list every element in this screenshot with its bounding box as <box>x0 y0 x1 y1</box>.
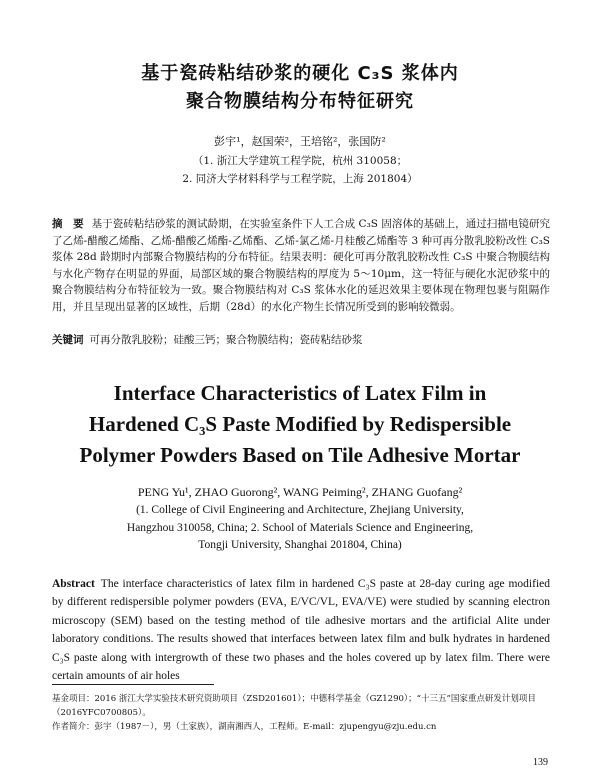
english-title-line-2: Hardened C₃S Paste Modified by Redispersible <box>88 412 512 436</box>
chinese-abstract-text: 基于瓷砖粘结砂浆的测试龄期，在实验室条件下人工合成 C₃S 固溶体的基础上，通过扫描电镜研究了乙烯-醋酸乙烯酯、乙烯-醋酸乙烯酯-乙烯酯、乙烯-氯乙烯-月桂酸乙烯酯等 3 种可再分散乳胶粉改性 C₃S 浆体 28d 龄期时内部聚合物膜结构的分布特征。结果表明：硬化可再分散乳胶粉改性 C₃S 中聚合物膜结构与水化产物存在明显的界面，局部区域的聚合物膜结构的厚度为 5～10μm，这一特征与硬化水泥砂浆中的聚合物膜结构分布特征较为一致。聚合物膜结构对 C₃S 浆体水化的延迟效果主要体现在物理包裹与阻隔作用，并且呈现出显著的区域性，后期（28d）的水化产物生长情况所受到的影响较微弱。 <box>52 218 550 313</box>
english-abstract <box>52 575 550 685</box>
english-abstract-label: Abstract <box>52 578 95 590</box>
chinese-title <box>60 60 540 116</box>
english-affiliation-line-2: Hangzhou 310058, China; 2. School of Materials Science and Engineering, <box>126 521 474 534</box>
chinese-title-line-1: 基于瓷砖粘结砂浆的硬化 C₃S 浆体内 <box>141 63 459 84</box>
chinese-abstract-label: 摘 要 <box>52 218 84 230</box>
chinese-keywords-label: 关键词 <box>52 334 84 346</box>
english-affiliation-line-1: (1. College of Civil Engineering and Architecture, Zhejiang University, <box>136 504 464 516</box>
author-bio-footnote: 作者简介：彭宇（1987－），男（土家族），湖南湘西人，工程师。E-mail：zjupengyu@zju.edu.cn <box>52 722 437 732</box>
english-affiliation <box>40 502 560 555</box>
chinese-affiliation-1: （1. 浙江大学建筑工程学院，杭州 310058； <box>192 155 408 167</box>
chinese-affiliation-2: 2. 同济大学材料科学与工程学院，上海 201804） <box>182 173 418 185</box>
chinese-title-line-2: 聚合物膜结构分布特征研究 <box>186 91 414 112</box>
chinese-keywords <box>52 332 550 348</box>
english-title-line-1: Interface Characteristics of Latex Film in <box>113 381 487 405</box>
english-abstract-text: The interface characteristics of latex film in hardened C₃S paste at 28-day curing age modified by different redispersible polymer powders (EVA, E/VC/VL, EVA/VE) were studied by scanning electron microscopy (SEM) based on the testing method of tile adhesive mortars and the artificial Alite under laboratory conditions. The results showed that interfaces between latex film and bulk hydrates in hardened C₃S paste along with intergrowth of these two phases and the holes covered up by latex film. There were certain amounts of air holes <box>52 578 550 683</box>
funding-footnote: 基金项目：2016 浙江大学实验技术研究资助项目（ZSD201601）；中德科学基金（GZ1290）；“十三五”国家重点研发计划项目（2016YFC0700805）。 <box>52 694 536 718</box>
chinese-abstract <box>52 216 550 316</box>
page-number: 139 <box>533 757 548 768</box>
chinese-keywords-text: 可再分散乳胶粉；硅酸三钙；聚合物膜结构；瓷砖粘结砂浆 <box>89 334 363 346</box>
english-authors: PENG Yu¹, ZHAO Guorong², WANG Peiming², ZHANG Guofang² <box>137 485 463 499</box>
footnote-divider <box>52 684 214 685</box>
english-title <box>40 378 560 471</box>
chinese-authors: 彭宇¹，赵国荣²，王培铭²，张国防² <box>214 135 386 148</box>
english-title-line-3: Polymer Powders Based on Tile Adhesive Mortar <box>79 443 521 467</box>
footnotes <box>52 692 550 734</box>
english-affiliation-line-3: Tongji University, Shanghai 201804, China) <box>198 539 402 551</box>
